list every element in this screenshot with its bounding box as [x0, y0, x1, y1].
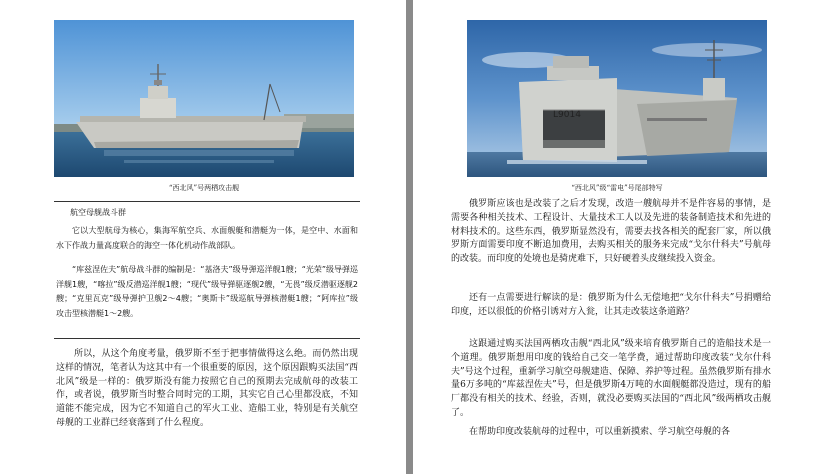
body-paragraph: 这跟通过购买法国两栖攻击舰“西北风”级来培育俄罗斯自己的造船技术是一个道理。俄罗斯想用印度的钱给自己交一笔学费，通过帮助印度改装“戈尔什科夫”号这个过程，重新学习航空母舰建造、保障、养护等过程。虽然俄罗斯有排水量6万多吨的“库兹涅佐夫”号，但是俄罗斯4万吨的水面舰艇都没造过，现有的船厂都没有相关的技术、经验，否则，就没必要购买法国的“西北风”级两栖攻击舰了。: [451, 339, 771, 418]
left-page: [0, 0, 406, 474]
sidebar-paragraph: 它以大型航母为核心，集海军航空兵、水面舰艇和潜艇为一体，是空中、水面和水下作战力量高度联合的海空一体化机动作战部队。: [56, 226, 358, 250]
sidebar-bottom-rule: [54, 338, 360, 339]
hull-number: L9014: [553, 110, 581, 120]
sidebar-title: 航空母舰战斗群: [70, 208, 126, 217]
photo-caption: “西北风”级“雷电”号尾部特写: [571, 184, 663, 192]
body-paragraph: 还有一点需要进行解读的是：俄罗斯为什么无偿地把“戈尔什科夫”号捐赠给印度，还以很低的价格引诱对方入瓮，让其走改装这条道路？: [451, 293, 771, 317]
right-page: [413, 0, 818, 474]
body-paragraph: 所以，从这个角度考量，俄罗斯不至于把事情做得这么绝。而仍然出现这样的情况，笔者认为这其中有一个很重要的原因，这个原因跟购买法国“西北风”级是一样的：俄罗斯没有能力按照它自己的预期去完成航母的改装工作，或者说，俄罗斯当时整合同时完的工期，其实它自己心里都没底，不知道能不能完成，因为它不知道自己的军火工业、造船工业，特别是有关航空母舰的工业群已经衰落到了什么程度。: [56, 349, 358, 428]
mistral-stern-photo: [467, 20, 767, 177]
mistral-ship-photo: [54, 20, 354, 177]
body-paragraph: 俄罗斯应该也是改装了之后才发现，改造一艘航母并不是件容易的事情，是需要各种相关技术、工程设计、大量技术工人以及先进的装备制造技术和先进的材料技术的。这些东西，俄罗斯显然没有，需要去找各相关的配套厂家，所以俄罗斯方面需要印度不断追加费用，去购买相关的服务来完成“戈尔什科夫”号航母的改装。而印度的处境也是骑虎难下，只好硬着头皮继续投入资金。: [451, 199, 771, 265]
body-paragraph: 在帮助印度改装航母的过程中，可以重新摸索、学习航空母舰的各: [469, 427, 731, 437]
sidebar-top-rule: [54, 201, 360, 202]
photo-caption: “西北风”号两栖攻击舰: [168, 184, 240, 192]
sidebar-paragraph: “库兹涅佐夫”航母战斗群的编制是：“基洛夫”级导弹巡洋舰1艘；“光荣”级导弹巡洋舰1艘，“喀拉”级反潜巡洋舰1艘；“现代”级导弹驱逐舰2艘，“无畏”级反潜驱逐舰2艘；“克里瓦克”级导弹护卫舰2～4艘；“奥斯卡”级巡航导弹核潜艇1艘；“阿库拉”级攻击型核潜艇1～2艘。: [56, 265, 358, 318]
